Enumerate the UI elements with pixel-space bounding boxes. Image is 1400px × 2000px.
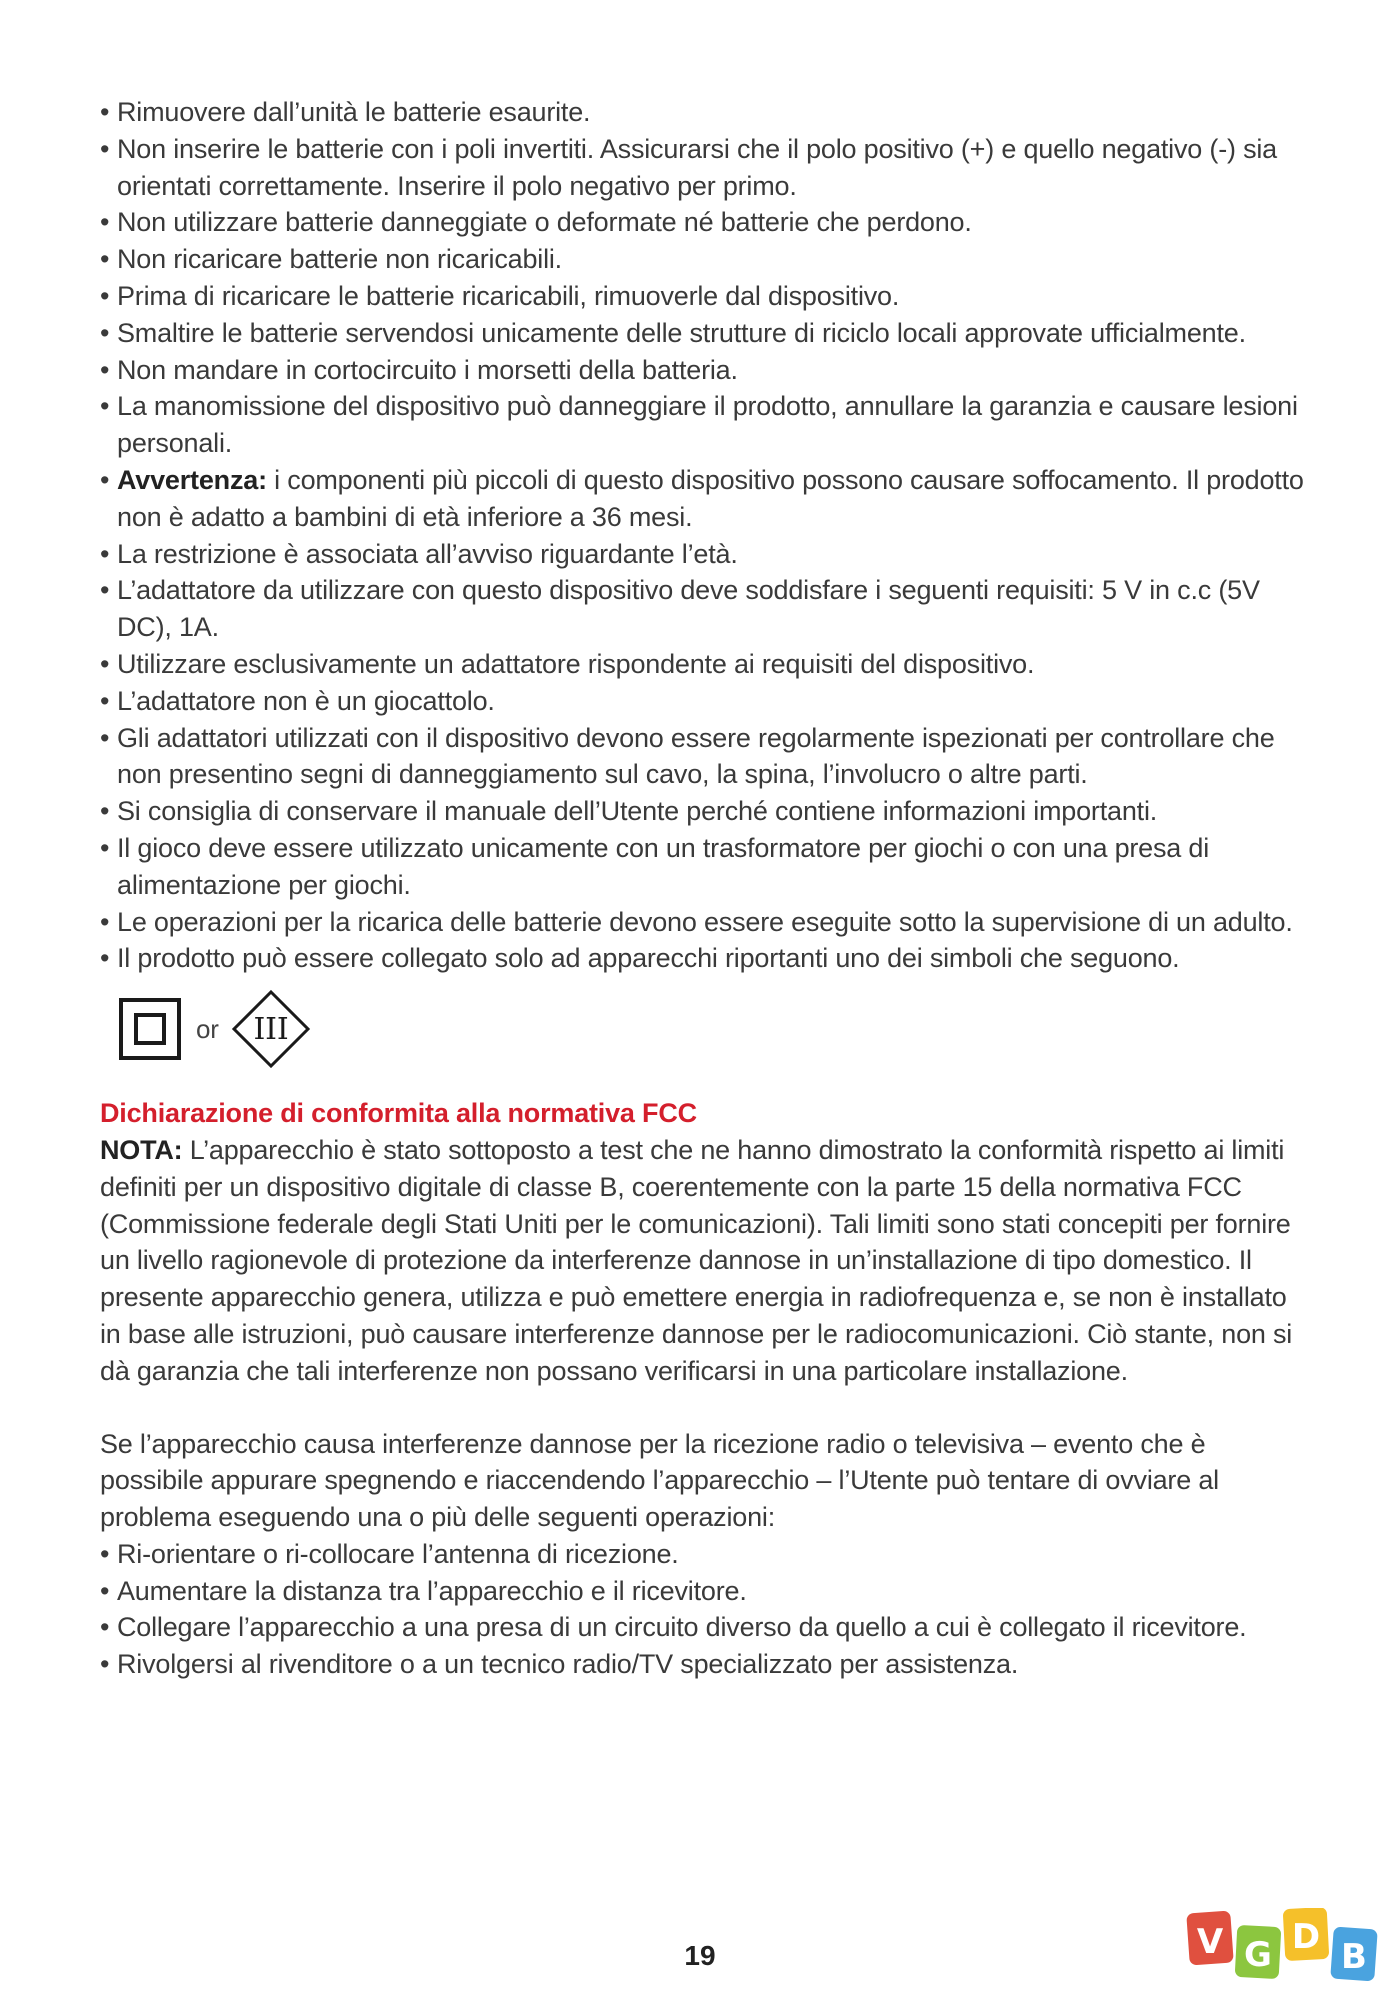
svg-text:G: G <box>1244 1935 1272 1975</box>
class3-label: III <box>253 1012 289 1048</box>
page-content <box>100 94 1310 1683</box>
note-label: NOTA: <box>100 1134 183 1165</box>
fcc-note <box>100 1132 1310 1390</box>
safety-list-top <box>100 94 1310 977</box>
list-item: • Prima di ricaricare le batterie ricaricabili, rimuoverle dal dispositivo. <box>100 278 1310 315</box>
warning-text: i componenti più piccoli di questo dispositivo possono causare soffocamento. Il prodotto non è adatto a bambini di età inferiore a 36 mesi. <box>117 464 1304 532</box>
note-text: L’apparecchio è stato sottoposto a test che ne hanno dimostrato la conformità rispetto ai limiti definiti per un dispositivo digitale di classe B, coerentemente con la parte 15 della normativa FCC (Commissione federale degli Stati Uniti per le comunicazioni). Tali limiti sono stati concepiti per fornire un livello ragionevole di protezione da interferenze dannose in un’installazione di tipo domestico. Il presente apparecchio genera, utilizza e può emettere energia in radiofrequenza e, se non è installato in base alle istruzioni, può causare interferenze dannose per le radiocomunicazioni. Ciò stante, non si dà garanzia che tali interferenze non possano verificarsi in una particolare installazione. <box>100 1134 1293 1386</box>
safety-symbols <box>118 977 1310 1081</box>
fcc-section-title: Dichiarazione di conformita alla normativa FCC <box>100 1098 697 1129</box>
list-item: • Le operazioni per la ricarica delle batterie devono essere eseguite sotto la supervisione di un adulto. <box>100 904 1310 941</box>
list-item: • Gli adattatori utilizzati con il dispositivo devono essere regolarmente ispezionati per controllare che non presentino segni di danneggiamento sul cavo, la spina, l’involucro o altre parti. <box>100 720 1310 794</box>
svg-text:D: D <box>1291 1917 1321 1957</box>
list-item: • Collegare l’apparecchio a una presa di un circuito diverso da quello a cui è collegato il ricevitore. <box>100 1609 1310 1646</box>
warning-label: Avvertenza: <box>117 464 267 495</box>
list-item: • Non ricaricare batterie non ricaricabili. <box>100 241 1310 278</box>
list-item: • Aumentare la distanza tra l’apparecchio e il ricevitore. <box>100 1573 1310 1610</box>
list-item: • Rimuovere dall’unità le batterie esaurite. <box>100 94 1310 131</box>
vgdb-watermark-logo <box>1186 1908 1386 1988</box>
list-item: • Non utilizzare batterie danneggiate o deformate né batterie che perdono. <box>100 204 1310 241</box>
page-number: 19 <box>684 1940 716 1971</box>
fcc-steps-list <box>100 1536 1310 1683</box>
list-item: • Il gioco deve essere utilizzato unicamente con un trasformatore per giochi o con una presa di alimentazione per giochi. <box>100 830 1310 904</box>
svg-text:V: V <box>1196 1922 1224 1962</box>
list-item: • Smaltire le batterie servendosi unicamente delle strutture di riciclo locali approvate ufficialmente. <box>100 315 1310 352</box>
fcc-intro: Se l’apparecchio causa interferenze dannose per la ricezione radio o televisiva – evento che è possibile appurare spegnendo e riaccendendo l’apparecchio – l’Utente può tentare di ovviare al problema eseguendo una o più delle seguenti operazioni: <box>100 1428 1219 1533</box>
list-item: • La manomissione del dispositivo può danneggiare il prodotto, annullare la garanzia e causare lesioni personali. <box>100 388 1310 462</box>
list-item: • Utilizzare esclusivamente un adattatore rispondente ai requisiti del dispositivo. <box>100 646 1310 683</box>
svg-text:B: B <box>1341 1937 1367 1977</box>
list-item: • Si consiglia di conservare il manuale dell’Utente perché contiene informazioni importanti. <box>100 793 1310 830</box>
list-item: • La restrizione è associata all’avviso riguardante l’età. <box>100 536 1310 573</box>
class3-diamond-icon <box>231 989 311 1069</box>
list-item: • Il prodotto può essere collegato solo ad apparecchi riportanti uno dei simboli che seguono. <box>100 940 1310 977</box>
list-item: • L’adattatore da utilizzare con questo dispositivo deve soddisfare i seguenti requisiti: 5 V in c.c (5V DC), 1A. <box>100 572 1310 646</box>
list-item: • L’adattatore non è un giocattolo. <box>100 683 1310 720</box>
double-square-icon <box>118 997 182 1061</box>
symbol-or-label: or <box>196 1013 219 1044</box>
paragraph-gap <box>100 1390 1310 1426</box>
list-item: • Rivolgersi al rivenditore o a un tecnico radio/TV specializzato per assistenza. <box>100 1646 1310 1683</box>
list-item: • Non inserire le batterie con i poli invertiti. Assicurarsi che il polo positivo (+) e quello negativo (-) sia orientati correttamente. Inserire il polo negativo per primo. <box>100 131 1310 205</box>
list-item: • Ri-orientare o ri-collocare l’antenna di ricezione. <box>100 1536 1310 1573</box>
warning-item <box>100 462 1310 536</box>
list-item: • Non mandare in cortocircuito i morsetti della batteria. <box>100 352 1310 389</box>
